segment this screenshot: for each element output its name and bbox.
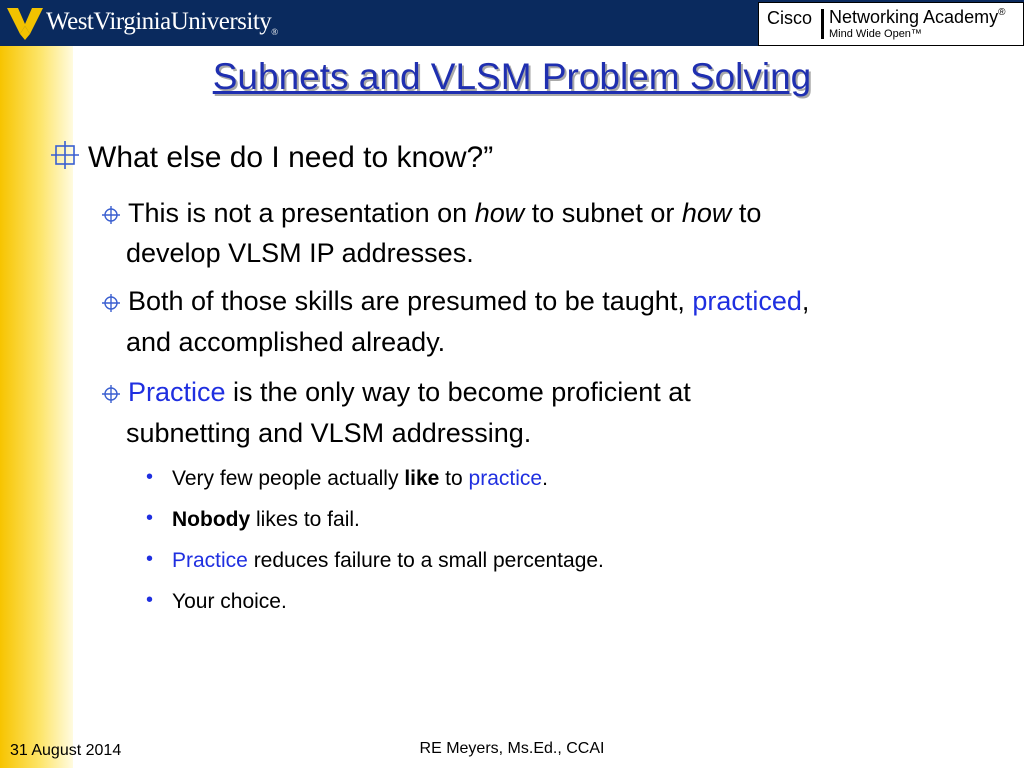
sub-bullet-3: Practice reduces failure to a small percentage.: [172, 549, 604, 572]
university-name: WestVirginiaUniversity$_®$: [46, 8, 278, 37]
bullet3-line1: Practice is the only way to become proficient at: [128, 377, 691, 407]
crosshair-bullet-icon: [50, 140, 80, 170]
cisco-word: Cisco: [767, 8, 813, 28]
bullet2-line2: and accomplished already.: [126, 327, 446, 357]
practice-link[interactable]: practice: [468, 467, 543, 490]
bold-nobody: Nobody: [172, 508, 251, 531]
practiced-link[interactable]: practiced: [692, 286, 802, 316]
circle-cross-bullet-icon: [101, 384, 121, 404]
level1-text: What else do I need to know?”: [88, 141, 494, 174]
wvu-logo-icon: [6, 4, 44, 42]
bullet1-line2: develop VLSM IP addresses.: [126, 238, 474, 268]
footer-author: RE Meyers, Ms.Ed., CCAI: [419, 740, 605, 757]
sub-bullet-dot: •: [146, 466, 154, 488]
slide-title: Subnets and VLSM Problem Solving: [212, 56, 812, 97]
academy-name: Networking Academy®: [829, 7, 1006, 27]
academy-tagline: Mind Wide Open™: [829, 28, 922, 40]
emphasis-how: how: [681, 198, 732, 228]
header-bar: [0, 0, 1024, 46]
sub-bullet-dot: •: [146, 548, 154, 570]
sub-bullet-4: Your choice.: [172, 590, 287, 613]
sub-bullet-2: Nobody likes to fail.: [172, 508, 360, 531]
circle-cross-bullet-icon: [101, 293, 121, 313]
sub-bullet-dot: •: [146, 589, 154, 611]
footer-date: 31 August 2014: [10, 742, 122, 759]
bullet3-line2: subnetting and VLSM addressing.: [126, 418, 532, 448]
cisco-academy-logo: [758, 2, 1024, 46]
bullet1-line1: This is not a presentation on how to subnet or how to: [128, 198, 762, 228]
registered-mark: ®: [271, 27, 278, 37]
academy-reg-mark: ®: [998, 7, 1006, 18]
emphasis-how: how: [474, 198, 525, 228]
circle-cross-bullet-icon: [101, 205, 121, 225]
sub-bullet-1: Very few people actually like to practice.: [172, 467, 548, 490]
bold-like: like: [404, 467, 440, 490]
logo-divider: [821, 9, 824, 39]
bullet2-line1: Both of those skills are presumed to be taught, practiced,: [128, 286, 810, 316]
practice-link[interactable]: Practice: [172, 549, 248, 572]
sub-bullet-dot: •: [146, 507, 154, 529]
practice-link[interactable]: Practice: [128, 377, 226, 407]
